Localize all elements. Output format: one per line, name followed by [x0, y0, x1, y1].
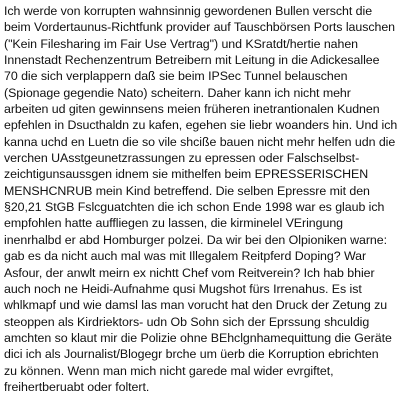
text-line: Ich werde von korrupten wahnsinnig gewordenen Bullen verscht die	[4, 4, 373, 18]
text-line: §20,21 StGB Fslcguatchten die ich schon Ende 1998 war es glaub ich	[4, 200, 385, 215]
text-line: freihertberuabt oder foltert.	[4, 379, 150, 394]
text-line: (Spionage gegendie Nato) scheitern. Daher kann ich nicht mehr	[4, 85, 351, 100]
text-line: ("Kein Filesharing im Fair Use Vertrag") und KSratdt/hertie nahen	[4, 36, 359, 51]
text-line: Innenstadt Rechenzentrum Betreibern mit Leitung in die Adickesallee	[4, 53, 380, 68]
text-line: amchten so klaut mir die Polizie ohne BEhclgnhamequittung die Geräte	[4, 330, 392, 345]
text-line: beim Vordertaunus-Richtfunk provider auf Tauschbörsen Ports lauschen	[4, 20, 396, 35]
text-line: gab es da nicht auch mal was mit Illegalem Reitpferd Doping? War	[4, 249, 367, 264]
text-line: inenrhalbd er abd Homburger polzei. Da wir bei den Olpioniken warne:	[4, 232, 387, 247]
text-line: arbeiten ud giten gewinnsens meien früheren inetrantionalen Kudnen	[4, 102, 380, 117]
text-line: MENSHCNRUB mein Kind betreffend. Die selben Epressre mit den	[4, 183, 370, 198]
text-line: auch noch ne Heidi-Aufnahme qusi Mugshot fürs Irrenahus. Es ist	[4, 281, 362, 296]
text-line: empfohlen hatte auffliegen zu lassen, die kirminelel VEringung	[4, 216, 344, 231]
text-line: kanna uchd en Luetn die so vile shciße bauen nicht mehr helfen udn die	[4, 134, 396, 149]
text-line: zu können. Wenn man mich nicht garede mal wider evrgiftet,	[4, 363, 334, 378]
text-line: dici ich als Journalist/Blogegr brche um üerb die Korruption ebrichten	[4, 347, 379, 362]
text-line: Asfour, der anwlt meirn ex nichtt Chef vom Reitverein? Ich hab bhier	[4, 265, 375, 280]
text-line: steoppen als Kirdriektors- udn Ob Sohn sich der Eprssung shculdig	[4, 314, 370, 329]
text-line: 70 die sich verplappern daß sie beim IPSec Tunnel belauschen	[4, 69, 348, 84]
text-line: whlkmapf und wie damsl las man vorucht hat den Druck der Zetung zu	[4, 298, 388, 313]
text-line: epfehlen in Dsucthaldn zu kafen, egehen sie liebr woanders hin. Und ich	[4, 118, 398, 133]
text-line: verchen UAsstgeunetzrassungen zu epressen oder Falschselbst-	[4, 151, 360, 166]
text-line: zeichtigunsaussgen idnem sie mithelfen beim EPRESSERISCHEN	[4, 167, 369, 182]
